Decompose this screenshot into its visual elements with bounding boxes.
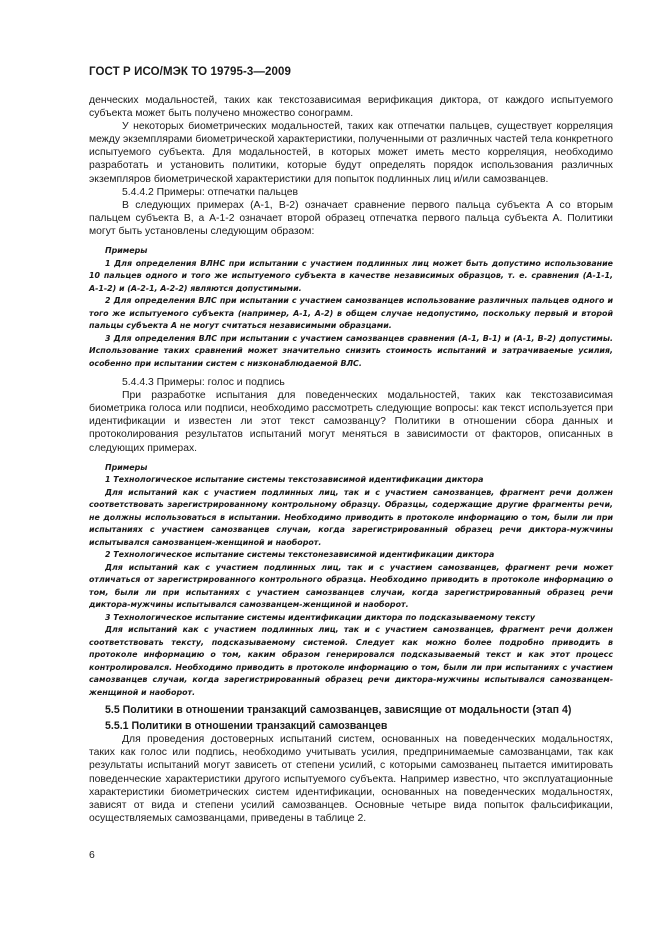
document-header: ГОСТ Р ИСО/МЭК ТО 19795-3—2009 bbox=[89, 66, 291, 78]
page-number: 6 bbox=[89, 850, 95, 861]
example-voice-1-text: Для испытаний как с участием подлинных лиц, так и с участием самозванцев, фрагмент речи должен соответствовать зарегистрированному контрольному образцу. Образцы, содержащие другие фрагменты речи, не должны использоваться в испытании. Необходимо приводить в протоколе информацию о том, были ли при испытаниях с участием самозванцев случаи, когда зарегистрированный образец речи диктора-мужчины испытывался самозванцем-женщиной и наоборот. bbox=[89, 487, 613, 547]
examples-heading-2: Примеры bbox=[105, 462, 148, 472]
example-voice-2-title: 2 Технологическое испытание системы текстонезависимой идентификации диктора bbox=[105, 550, 495, 560]
example-1: 1 Для определения ВЛНС при испытании с участием подлинных лиц может быть допустимо использование 10 пальцев одного и того же испытуемого субъекта в качестве независимых образцов, т. е. сравнения (А-1-1, А-1-2) и (А-2-1, А-2-2) являются допустимыми. bbox=[89, 258, 613, 293]
example-voice-1-title: 1 Технологическое испытание системы текстозависимой идентификации диктора bbox=[105, 475, 484, 485]
example-voice-3-text: Для испытаний как с участием подлинных лиц, так и с участием самозванцев, фрагмент речи должен соответствовать тексту, подсказываемому системой. Следует как можно более подробно приводить в протоколе информацию о том, каким образом генерировался подсказываемый текст и как этот процесс контролировался. Необходимо приводить в протоколе информацию о том, были ли при испытаниях с участием самозванцев случаи, когда зарегистрированный образец речи диктора-мужчины испытывался самозванцем-женщиной и наоборот. bbox=[89, 625, 613, 697]
paragraph-fingerprint-examples: В следующих примерах (А-1, В-2) означает сравнение первого пальца субъекта А со вторым пальцем субъекта В, а А-1-2 означает второй образец отпечатка первого пальца субъекта А. Политики могут быть установлены следующим образом: bbox=[89, 199, 613, 237]
examples-heading: Примеры bbox=[105, 246, 148, 256]
example-2: 2 Для определения ВЛС при испытании с участием самозванцев использование различных пальцев одного и того же испытуемого субъекта (например, А-1, А-2) в общем случае недопустимо, поскольку первый и второй пальцы субъекта А не могут считаться независимыми образцами. bbox=[89, 296, 613, 331]
example-voice-3-title: 3 Технологическое испытание системы идентификации диктора по подсказываемому тексту bbox=[105, 612, 535, 622]
subsection-5-4-4-3-title: 5.4.4.3 Примеры: голос и подпись bbox=[122, 377, 285, 389]
example-voice-2-text: Для испытаний как с участием подлинных лиц, так и с участием самозванцев, фрагмент речи может отличаться от зарегистрированного контрольного образца. Необходимо приводить в протоколе информацию о том, были ли при испытаниях с участием самозванцев случаи, когда зарегистрированный образец речи диктора-мужчины испытывался самозванцем-женщиной и наоборот. bbox=[89, 562, 613, 610]
section-5-5-1-heading: 5.5.1 Политики в отношении транзакций самозванцев bbox=[105, 720, 388, 733]
paragraph-voice-signature: При разработке испытания для поведенческих модальностей, таких как текстозависимая биометрика голоса или подписи, необходимо рассмотреть следующие вопросы: как текст используется при идентификации и известен ли этот текст самозванцу? Политики в отношении сбора данных и протоколирования результатов испытаний могут меняться в зависимости от факторов, описанных в следующих примерах. bbox=[89, 390, 613, 454]
subsection-5-4-4-2-title: 5.4.4.2 Примеры: отпечатки пальцев bbox=[122, 186, 299, 198]
document-body bbox=[89, 94, 613, 825]
paragraph-continuation: денческих модальностей, таких как текстозависимая верификация диктора, от каждого испытуемого субъекта может быть получено множество сонограмм. bbox=[89, 95, 613, 120]
paragraph-correlation: У некоторых биометрических модальностей, таких как отпечатки пальцев, существует корреляция между экземплярами биометрической характеристики, полученными от различных частей тела конкретного испытуемого субъекта. Для модальностей, в которых может иметь место корреляция, необходимо разработать и установить политики, которые будут определять порядок использования различных экземпляров биометрической характеристики для попыток подлинных лиц и/или самозванцев. bbox=[89, 121, 613, 185]
example-3: 3 Для определения ВЛС при испытании с участием самозванцев сравнения (А-1, В-1) и (А-1, В-2) допустимы. Использование таких сравнений может значительно снизить стоимость испытаний и затрачиваемые усилия, особенно при испытании систем с низконаблюдаемой ВЛС. bbox=[89, 333, 613, 368]
paragraph-impostor-efforts: Для проведения достоверных испытаний систем, основанных на поведенческих модальностях, таких как голос или подпись, необходимо учитывать усилия, предпринимаемые самозванцами, так как результаты испытаний могут зависеть от степени усилий, с которыми самозванец пытается имитировать поведенческие характеристики другого испытуемого субъекта. Например известно, что эксплуатационные характеристики биометрических систем идентификации, основанных на поведенческих модальностях, зависят от вида и степени усилий самозванцев. Основные четыре вида попыток фальсификации, осуществляемых самозванцами, приведены в таблице 2. bbox=[89, 734, 613, 824]
section-5-5-heading: 5.5 Политики в отношении транзакций самозванцев, зависящие от модальности (этап 4) bbox=[105, 704, 572, 717]
